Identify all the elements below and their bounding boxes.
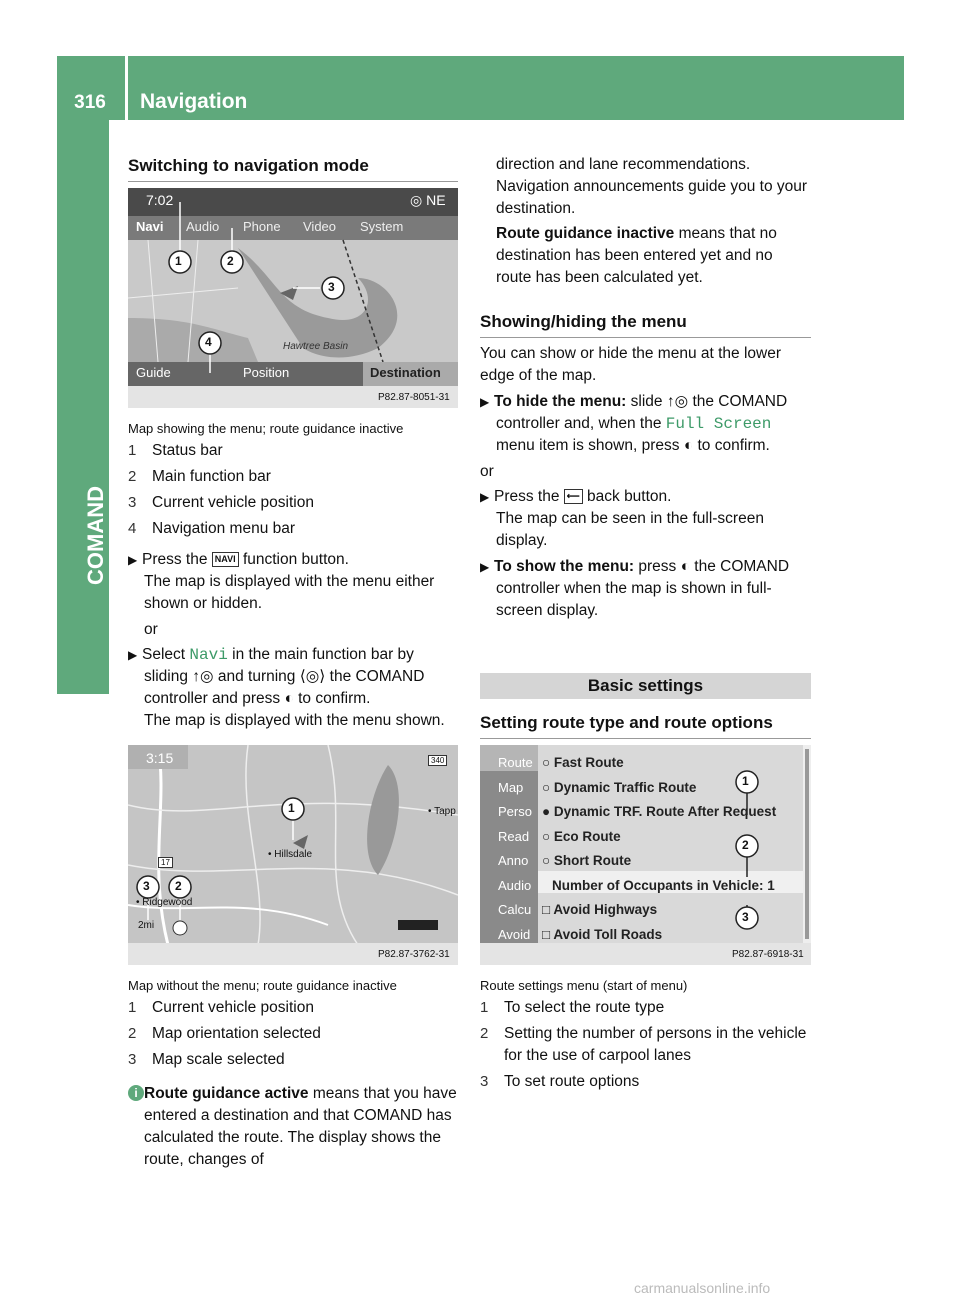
figure-code-3: P82.87-6918-31 (732, 949, 804, 960)
callout-1: 1 (288, 801, 295, 815)
route-shield: 340 (428, 755, 447, 766)
callout-2: 2 (175, 879, 182, 893)
callout-3: 3 (742, 910, 749, 924)
figure-code: P82.87-8051-31 (378, 392, 450, 403)
status-time-2: 3:15 (146, 750, 174, 766)
callout-3: 3 (143, 879, 150, 893)
legend-fig2: 1 Current vehicle position 2 Map orientation selected 3 Map scale selected (128, 999, 321, 1068)
section-heading-switching: Switching to navigation mode (128, 156, 458, 182)
page-number: 316 (74, 92, 106, 113)
menu-guide: Guide (136, 365, 171, 380)
press-icon: ◐ (284, 690, 294, 707)
callout-1: 1 (742, 774, 749, 788)
legend-fig3: 1 To select the route type 2 Setting the number of persons in the vehicle for the use of carpool lanes 3 To set route options (480, 999, 807, 1090)
tab-video: Video (303, 219, 337, 234)
callout-3: 3 (328, 280, 335, 294)
map-town-hillsdale: • Hillsdale (268, 849, 313, 860)
legend-fig1: 1 Status bar 2 Main function bar 3 Current vehicle position 4 Navigation menu bar (128, 442, 314, 537)
compass-label: NE (426, 192, 446, 208)
route-options-list: ○ Fast Route ○ Dynamic Traffic Route ● Dynamic TRF. Route After Request ○ Eco Route ○ Short Route Number of Occupants in Vehicle: 1 □ Avoid Highways □ Avoid Toll Roads (542, 755, 777, 942)
map-scale: 2mi (138, 920, 155, 931)
instruction-press-navi: ▶ Press the NAVI function button. The map is displayed with the menu either shown or hidden. or ▶ Select Navi in the main function bar by sliding ↑◎ and turning ⟨◎⟩ the COMAND controller and press ◐ to confirm. The map is displayed with the menu shown. (128, 551, 445, 729)
header-separator (125, 56, 128, 120)
slide-icon: ↑◎ (192, 668, 214, 685)
caption-fig3: Route settings menu (start of menu) (480, 978, 688, 993)
section-heading-showing: Showing/hiding the menu (480, 312, 811, 338)
back-button-icon: ⟵ (564, 489, 583, 504)
menu-destination: Destination (370, 365, 441, 380)
settings-left-menu: Route Map Perso Read Anno Audio Calcu Avoid (498, 755, 533, 942)
side-tab (57, 120, 109, 694)
tab-system: System (360, 219, 404, 234)
figure-route-settings (480, 745, 811, 965)
figure-code-2: P82.87-3762-31 (378, 949, 450, 960)
info-icon: i (128, 1085, 144, 1101)
show-hide-instructions: You can show or hide the menu at the lower edge of the map. ▶ To hide the menu: slide ↑◎ the COMAND controller and, when the Full Screen menu item is shown, press ◐ to confirm. or ▶ Press the ⟵ back button. The map can be seen in the full-screen display. ▶ To show the menu: press ◐ the COMAND controller when the map is shown in full-screen display. (480, 345, 790, 619)
compass-heading: ◎ NE (410, 192, 446, 208)
tab-audio: Audio (186, 219, 220, 234)
map-label-basin: Hawtree Basin (283, 341, 349, 352)
caption-fig2: Map without the menu; route guidance inactive (128, 978, 397, 993)
figure-map-with-menu (128, 188, 458, 408)
basic-settings-banner: Basic settings (480, 673, 811, 699)
tab-navi: Navi (136, 219, 164, 234)
navi-key-icon: NAVI (212, 552, 239, 567)
callout-2: 2 (227, 254, 234, 268)
turn-icon: ⟨◎⟩ (299, 668, 326, 685)
caption-fig1: Map showing the menu; route guidance inactive (128, 421, 404, 436)
tab-phone: Phone (243, 219, 281, 234)
menu-position: Position (243, 365, 290, 380)
footer-watermark: carmanualsonline.info (634, 1280, 771, 1296)
map-town-tapp: • Tapp (428, 806, 456, 817)
callout-4: 4 (205, 335, 212, 349)
continuation-text: direction and lane recommendations. Navigation announcements guide you to your destination. Route guidance inactive means that no destination has been entered yet and no route has been calculated yet. (496, 156, 808, 286)
info-note: i Route guidance active means that you have entered a destination and that COMAND has calculated the route. The display shows the route, changes of (128, 1083, 460, 1171)
chapter-title: Navigation (140, 90, 248, 113)
map-town-ridgewood: • Ridgewood (136, 897, 193, 908)
side-tab-label: COMAND (83, 486, 108, 585)
status-time: 7:02 (146, 192, 174, 208)
callout-2: 2 (742, 838, 749, 852)
figure-map-without-menu (128, 745, 458, 965)
section-heading-route: Setting route type and route options (480, 713, 811, 739)
callout-1: 1 (175, 254, 182, 268)
road-shield: 17 (158, 857, 173, 868)
